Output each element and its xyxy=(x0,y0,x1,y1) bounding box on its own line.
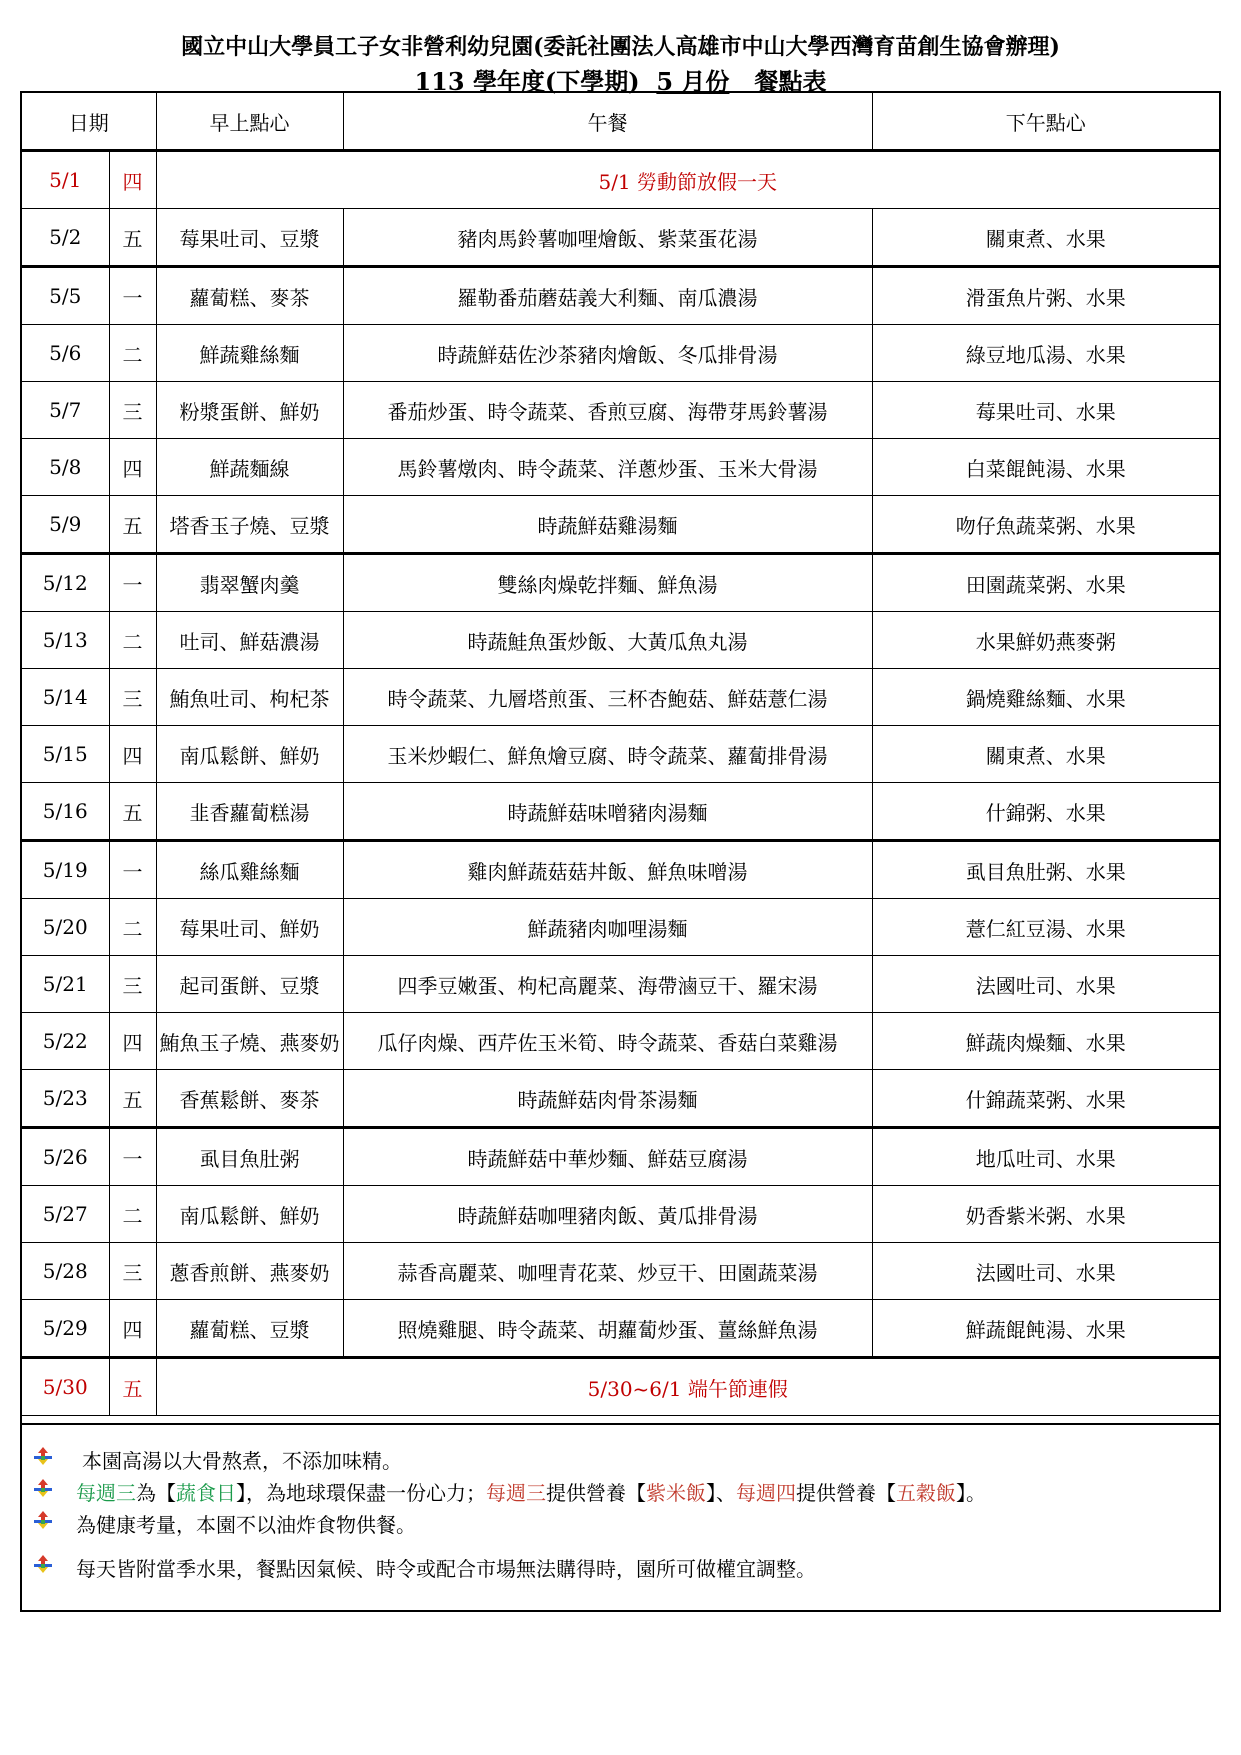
date-cell: 5/26 xyxy=(22,1128,109,1186)
menu-row xyxy=(22,209,1219,267)
menu-row xyxy=(22,151,1219,209)
afternoon-snack-cell: 鮮蔬餛飩湯、水果 xyxy=(872,1300,1219,1358)
date-cell: 5/16 xyxy=(22,783,109,841)
title-menu: 餐點表 xyxy=(754,67,827,96)
weekday-cell: 二 xyxy=(109,1186,156,1243)
menu-row xyxy=(22,956,1219,1013)
morning-snack-cell: 翡翠蟹肉羹 xyxy=(156,554,343,612)
lunch-cell: 時令蔬菜、九層塔煎蛋、三杯杏鮑菇、鮮菇薏仁湯 xyxy=(343,669,872,726)
lunch-cell: 時蔬鮮菇咖哩豬肉飯、黃瓜排骨湯 xyxy=(343,1186,872,1243)
menu-row xyxy=(22,267,1219,325)
weekday-cell: 二 xyxy=(109,899,156,956)
header-afternoon-snack: 下午點心 xyxy=(872,93,1219,151)
afternoon-snack-cell: 田園蔬菜粥、水果 xyxy=(872,554,1219,612)
weekday-cell: 一 xyxy=(109,554,156,612)
four-color-arrow-bullet-icon xyxy=(34,1447,52,1465)
four-color-arrow-bullet-icon xyxy=(34,1479,52,1497)
afternoon-snack-cell: 法國吐司、水果 xyxy=(872,956,1219,1013)
morning-snack-cell: 粉漿蛋餅、鮮奶 xyxy=(156,382,343,439)
lunch-cell: 玉米炒蝦仁、鮮魚燴豆腐、時令蔬菜、蘿蔔排骨湯 xyxy=(343,726,872,783)
date-cell: 5/5 xyxy=(22,267,109,325)
morning-snack-cell: 鮮蔬雞絲麵 xyxy=(156,325,343,382)
morning-snack-cell: 蘿蔔糕、豆漿 xyxy=(156,1300,343,1358)
title-month: 5 月份 xyxy=(656,67,730,96)
menu-row xyxy=(22,899,1219,956)
weekday-cell: 一 xyxy=(109,1128,156,1186)
menu-row xyxy=(22,554,1219,612)
four-color-arrow-bullet-icon xyxy=(34,1555,52,1573)
menu-row xyxy=(22,439,1219,496)
lunch-cell: 豬肉馬鈴薯咖哩燴飯、紫菜蛋花湯 xyxy=(343,209,872,267)
morning-snack-cell: 莓果吐司、鮮奶 xyxy=(156,899,343,956)
afternoon-snack-cell: 地瓜吐司、水果 xyxy=(872,1128,1219,1186)
weekday-cell: 四 xyxy=(109,726,156,783)
afternoon-snack-cell: 薏仁紅豆湯、水果 xyxy=(872,899,1219,956)
morning-snack-cell: 蔥香煎餅、燕麥奶 xyxy=(156,1243,343,1300)
holiday-cell: 5/1 勞動節放假一天 xyxy=(156,151,1219,209)
lunch-cell: 鮮蔬豬肉咖哩湯麵 xyxy=(343,899,872,956)
afternoon-snack-cell: 什錦粥、水果 xyxy=(872,783,1219,841)
menu-row xyxy=(22,325,1219,382)
menu-row xyxy=(22,1186,1219,1243)
morning-snack-cell: 鮪魚吐司、枸杞茶 xyxy=(156,669,343,726)
weekday-cell: 五 xyxy=(109,783,156,841)
title-line-1: 國立中山大學員工子女非營利幼兒園(委託社團法人高雄市中山大學西灣育苗創生協會辦理) xyxy=(181,34,1060,60)
menu-row xyxy=(22,1070,1219,1128)
lunch-cell: 時蔬鮮菇味噌豬肉湯麵 xyxy=(343,783,872,841)
morning-snack-cell: 塔香玉子燒、豆漿 xyxy=(156,496,343,554)
afternoon-snack-cell: 關東煮、水果 xyxy=(872,209,1219,267)
date-cell: 5/12 xyxy=(22,554,109,612)
morning-snack-cell: 鮪魚玉子燒、燕麥奶 xyxy=(156,1013,343,1070)
lunch-cell: 時蔬鮮菇雞湯麵 xyxy=(343,496,872,554)
menu-row xyxy=(22,1300,1219,1358)
menu-sheet xyxy=(20,91,1221,1612)
lunch-cell: 時蔬鮭魚蛋炒飯、大黃瓜魚丸湯 xyxy=(343,612,872,669)
date-cell: 5/23 xyxy=(22,1070,109,1128)
menu-row xyxy=(22,612,1219,669)
weekday-cell: 四 xyxy=(109,1013,156,1070)
date-cell: 5/27 xyxy=(22,1186,109,1243)
lunch-cell: 瓜仔肉燥、西芹佐玉米筍、時令蔬菜、香菇白菜雞湯 xyxy=(343,1013,872,1070)
morning-snack-cell: 莓果吐司、豆漿 xyxy=(156,209,343,267)
menu-row xyxy=(22,1358,1219,1416)
afternoon-snack-cell: 水果鮮奶燕麥粥 xyxy=(872,612,1219,669)
afternoon-snack-cell: 吻仔魚蔬菜粥、水果 xyxy=(872,496,1219,554)
menu-row xyxy=(22,1243,1219,1300)
weekday-cell: 二 xyxy=(109,612,156,669)
weekday-cell: 二 xyxy=(109,325,156,382)
weekday-cell: 五 xyxy=(109,496,156,554)
date-cell: 5/15 xyxy=(22,726,109,783)
note-text: 本園高湯以大骨熬煮，不添加味精。 xyxy=(82,1449,402,1473)
afternoon-snack-cell: 滑蛋魚片粥、水果 xyxy=(872,267,1219,325)
lunch-cell: 雙絲肉燥乾拌麵、鮮魚湯 xyxy=(343,554,872,612)
weekday-cell: 四 xyxy=(109,1300,156,1358)
header-row xyxy=(22,93,1219,151)
weekday-cell: 一 xyxy=(109,267,156,325)
afternoon-snack-cell: 奶香紫米粥、水果 xyxy=(872,1186,1219,1243)
date-cell: 5/29 xyxy=(22,1300,109,1358)
afternoon-snack-cell: 什錦蔬菜粥、水果 xyxy=(872,1070,1219,1128)
afternoon-snack-cell: 鍋燒雞絲麵、水果 xyxy=(872,669,1219,726)
menu-table xyxy=(22,93,1219,1416)
date-cell: 5/19 xyxy=(22,841,109,899)
menu-row xyxy=(22,841,1219,899)
weekday-cell: 四 xyxy=(109,439,156,496)
morning-snack-cell: 香蕉鬆餅、麥茶 xyxy=(156,1070,343,1128)
lunch-cell: 蒜香高麗菜、咖哩青花菜、炒豆干、田園蔬菜湯 xyxy=(343,1243,872,1300)
lunch-cell: 時蔬鮮菇肉骨茶湯麵 xyxy=(343,1070,872,1128)
menu-row xyxy=(22,726,1219,783)
afternoon-snack-cell: 莓果吐司、水果 xyxy=(872,382,1219,439)
morning-snack-cell: 虱目魚肚粥 xyxy=(156,1128,343,1186)
weekday-cell: 一 xyxy=(109,841,156,899)
date-cell: 5/8 xyxy=(22,439,109,496)
lunch-cell: 馬鈴薯燉肉、時令蔬菜、洋蔥炒蛋、玉米大骨湯 xyxy=(343,439,872,496)
weekday-cell: 五 xyxy=(109,1358,156,1416)
morning-snack-cell: 鮮蔬麵線 xyxy=(156,439,343,496)
morning-snack-cell: 蘿蔔糕、麥茶 xyxy=(156,267,343,325)
afternoon-snack-cell: 虱目魚肚粥、水果 xyxy=(872,841,1219,899)
date-cell: 5/13 xyxy=(22,612,109,669)
afternoon-snack-cell: 綠豆地瓜湯、水果 xyxy=(872,325,1219,382)
header-date: 日期 xyxy=(22,93,156,151)
weekday-cell: 四 xyxy=(109,151,156,209)
date-cell: 5/28 xyxy=(22,1243,109,1300)
header-lunch: 午餐 xyxy=(343,93,872,151)
date-cell: 5/30 xyxy=(22,1358,109,1416)
note-text: 為健康考量，本園不以油炸食物供餐。 xyxy=(76,1513,416,1537)
afternoon-snack-cell: 關東煮、水果 xyxy=(872,726,1219,783)
date-cell: 5/1 xyxy=(22,151,109,209)
menu-row xyxy=(22,783,1219,841)
four-color-arrow-bullet-icon xyxy=(34,1511,52,1529)
note-text: 每週三為【蔬食日】，為地球環保盡一份心力；每週三提供營養【紫米飯】、每週四提供營養【五穀飯】。 xyxy=(76,1481,986,1505)
lunch-cell: 時蔬鮮菇中華炒麵、鮮菇豆腐湯 xyxy=(343,1128,872,1186)
date-cell: 5/20 xyxy=(22,899,109,956)
date-cell: 5/2 xyxy=(22,209,109,267)
morning-snack-cell: 韭香蘿蔔糕湯 xyxy=(156,783,343,841)
weekday-cell: 三 xyxy=(109,669,156,726)
date-cell: 5/14 xyxy=(22,669,109,726)
menu-row xyxy=(22,496,1219,554)
lunch-cell: 四季豆嫩蛋、枸杞高麗菜、海帶滷豆干、羅宋湯 xyxy=(343,956,872,1013)
menu-row xyxy=(22,669,1219,726)
morning-snack-cell: 南瓜鬆餅、鮮奶 xyxy=(156,1186,343,1243)
lunch-cell: 番茄炒蛋、時令蔬菜、香煎豆腐、海帶芽馬鈴薯湯 xyxy=(343,382,872,439)
date-cell: 5/6 xyxy=(22,325,109,382)
lunch-cell: 雞肉鮮蔬菇菇丼飯、鮮魚味噌湯 xyxy=(343,841,872,899)
lunch-cell: 時蔬鮮菇佐沙茶豬肉燴飯、冬瓜排骨湯 xyxy=(343,325,872,382)
weekday-cell: 五 xyxy=(109,209,156,267)
afternoon-snack-cell: 法國吐司、水果 xyxy=(872,1243,1219,1300)
date-cell: 5/21 xyxy=(22,956,109,1013)
morning-snack-cell: 起司蛋餅、豆漿 xyxy=(156,956,343,1013)
date-cell: 5/22 xyxy=(22,1013,109,1070)
morning-snack-cell: 吐司、鮮菇濃湯 xyxy=(156,612,343,669)
lunch-cell: 照燒雞腿、時令蔬菜、胡蘿蔔炒蛋、薑絲鮮魚湯 xyxy=(343,1300,872,1358)
afternoon-snack-cell: 白菜餛飩湯、水果 xyxy=(872,439,1219,496)
note-text: 每天皆附當季水果，餐點因氣候、時令或配合市場無法購得時，園所可做權宜調整。 xyxy=(76,1557,816,1581)
weekday-cell: 三 xyxy=(109,382,156,439)
menu-row xyxy=(22,1013,1219,1070)
morning-snack-cell: 絲瓜雞絲麵 xyxy=(156,841,343,899)
morning-snack-cell: 南瓜鬆餅、鮮奶 xyxy=(156,726,343,783)
date-cell: 5/9 xyxy=(22,496,109,554)
afternoon-snack-cell: 鮮蔬肉燥麵、水果 xyxy=(872,1013,1219,1070)
lunch-cell: 羅勒番茄蘑菇義大利麵、南瓜濃湯 xyxy=(343,267,872,325)
date-cell: 5/7 xyxy=(22,382,109,439)
menu-row xyxy=(22,382,1219,439)
weekday-cell: 三 xyxy=(109,956,156,1013)
menu-row xyxy=(22,1128,1219,1186)
weekday-cell: 五 xyxy=(109,1070,156,1128)
header-morning-snack: 早上點心 xyxy=(156,93,343,151)
weekday-cell: 三 xyxy=(109,1243,156,1300)
title-term: 113 學年度(下學期) xyxy=(414,67,640,96)
notes xyxy=(22,1423,1219,1581)
holiday-cell: 5/30~6/1 端午節連假 xyxy=(156,1358,1219,1416)
